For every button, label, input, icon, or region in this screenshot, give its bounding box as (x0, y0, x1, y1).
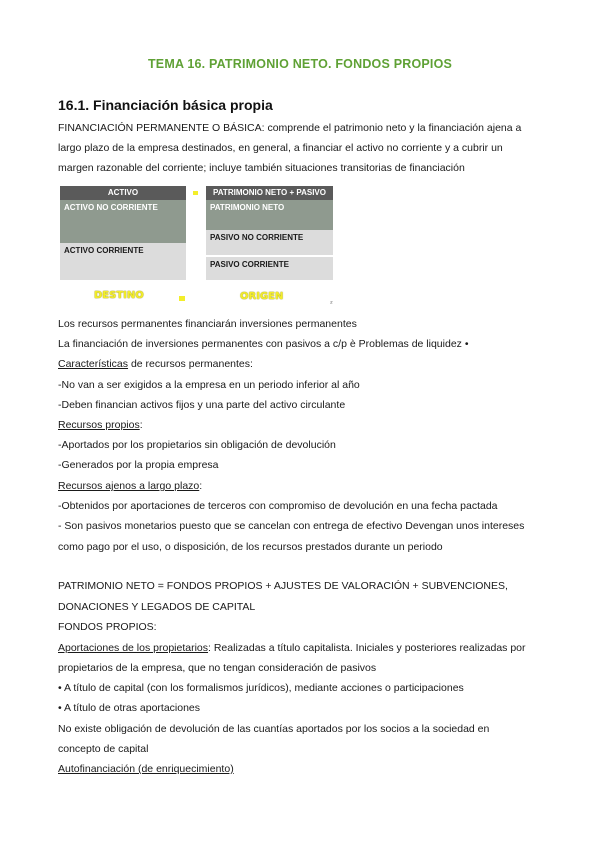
text-fragment: : (139, 419, 143, 431)
pasivo-no-corriente-label: PASIVO NO CORRIENTE (210, 233, 304, 242)
text-line: - Son pasivos monetarios puesto que se cancelan con entrega de efectivo Devengan unos intereses (58, 520, 525, 532)
underlined-term: Recursos ajenos a largo plazo (58, 480, 200, 492)
text-line: No existe obligación de devolución de las cuantías aportados por los socios a la sociedad en (58, 723, 490, 735)
origen-label: ORIGEN (240, 291, 284, 302)
destino-label: DESTINO (94, 290, 144, 301)
text-line: DONACIONES Y LEGADOS DE CAPITAL (58, 601, 256, 613)
text-line: PATRIMONIO NETO = FONDOS PROPIOS + AJUSTES DE VALORACIÓN + SUBVENCIONES, (58, 580, 508, 592)
pasivo-no-corriente (206, 230, 333, 255)
text-line (58, 642, 526, 655)
underlined-term: Características (58, 358, 129, 370)
text-fragment: de recursos permanentes: (128, 358, 253, 370)
underlined-term: Recursos propios (58, 419, 140, 431)
text-line (58, 358, 253, 371)
text-line: Autofinanciación (de enriquecimiento) (58, 763, 234, 775)
activo-corriente-label: ACTIVO CORRIENTE (64, 246, 144, 255)
text-fragment: : (199, 480, 203, 492)
pasivo-corriente-label: PASIVO CORRIENTE (210, 260, 289, 269)
underlined-term: Aportaciones de los propietarios (58, 642, 209, 654)
section-heading: 16.1. Financiación básica propia (58, 97, 273, 113)
text-fragment: : Realizadas a título capitalista. Iniciales y posteriores realizadas por (208, 642, 526, 654)
text-line: concepto de capital (58, 743, 149, 755)
text-line (58, 419, 143, 432)
text-line: -Generados por la propia empresa (58, 459, 219, 471)
text-line: -No van a ser exigidos a la empresa en un periodo inferior al año (58, 379, 360, 391)
text-line: • A título de capital (con los formalismos jurídicos), mediante acciones o participaciones (58, 682, 464, 694)
text-line: -Obtenidos por aportaciones de terceros con compromiso de devolución en una fecha pactada (58, 500, 498, 512)
activo-no-corriente: ACTIVO NO CORRIENTE (60, 200, 186, 243)
patrimonio-neto: PATRIMONIO NETO (206, 200, 333, 230)
intro-line-3: margen razonable del corriente; incluye también situaciones transitorias de financiación (58, 162, 465, 174)
text-line: -Deben financian activos fijos y una parte del activo circulante (58, 399, 346, 411)
activo-header: ACTIVO (60, 186, 186, 200)
text-line: -Aportados por los propietarios sin obligación de devolución (58, 439, 336, 451)
text-line: propietarios de la empresa, que no tengan consideración de pasivos (58, 662, 377, 674)
footnote-mark: ₂ (330, 298, 333, 305)
activo-corriente (60, 243, 186, 280)
pn-pasivo-header: PATRIMONIO NETO + PASIVO (206, 186, 333, 200)
equals-sign-icon (179, 296, 185, 301)
text-line: como pago por el uso, o disposición, de los recursos prestados durante un periodo (58, 541, 443, 553)
document-title: TEMA 16. PATRIMONIO NETO. FONDOS PROPIOS (147, 57, 453, 71)
intro-line-1: FINANCIACIÓN PERMANENTE O BÁSICA: comprende el patrimonio neto y la financiación ajena a (58, 122, 522, 134)
text-line (58, 480, 202, 493)
text-line: FONDOS PROPIOS: (58, 621, 157, 633)
text-line: La financiación de inversiones permanentes con pasivos a c/p è Problemas de liquidez • (58, 338, 469, 350)
equals-sign-icon (193, 191, 198, 195)
text-line: Los recursos permanentes financiarán inversiones permanentes (58, 318, 357, 330)
intro-line-2: largo plazo de la empresa destinados, en general, a financiar el activo no corriente y a cubrir un (58, 142, 503, 154)
pasivo-corriente (206, 255, 333, 280)
text-line: • A título de otras aportaciones (58, 702, 201, 714)
